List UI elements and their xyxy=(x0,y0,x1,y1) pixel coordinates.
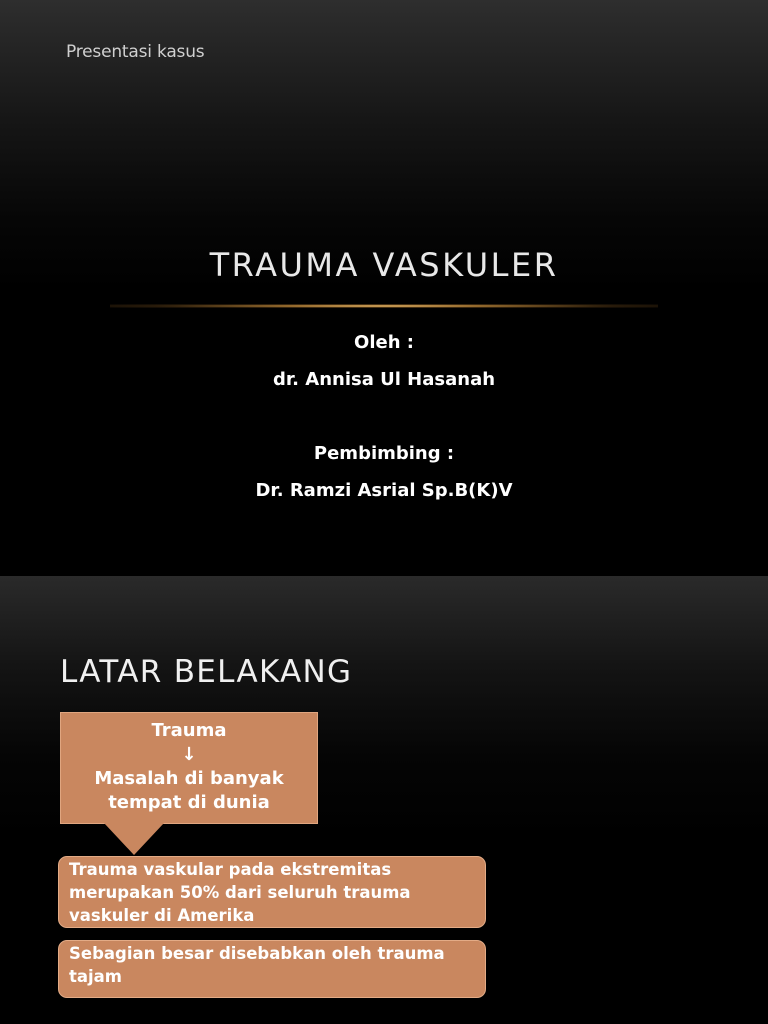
supervisor-name: Dr. Ramzi Asrial Sp.B(K)V xyxy=(255,480,513,501)
info-box-1: Trauma vaskular pada ekstremitas merupakan 50% dari seluruh trauma vaskuler di Amerika xyxy=(58,856,486,928)
pembimbing-label: Pembimbing : xyxy=(313,443,455,464)
slide-title: TRAUMA VASKULER xyxy=(209,246,559,284)
title-divider xyxy=(110,304,658,308)
callout-line-2: Masalah di banyak xyxy=(94,768,284,789)
slide-2-latar-belakang xyxy=(0,576,768,1024)
callout-line-1: Trauma xyxy=(151,720,227,741)
callout-pointer xyxy=(104,823,164,855)
author-name: dr. Annisa Ul Hasanah xyxy=(272,369,496,390)
presentation-label: Presentasi kasus xyxy=(66,42,205,62)
callout-box xyxy=(60,712,318,824)
callout-line-3: tempat di dunia xyxy=(108,792,270,813)
oleh-label: Oleh : xyxy=(354,332,414,353)
section-title: LATAR BELAKANG xyxy=(60,654,353,690)
info-box-2: Sebagian besar disebabkan oleh trauma tajam xyxy=(58,940,486,998)
down-arrow-icon: ↓ xyxy=(181,744,197,765)
